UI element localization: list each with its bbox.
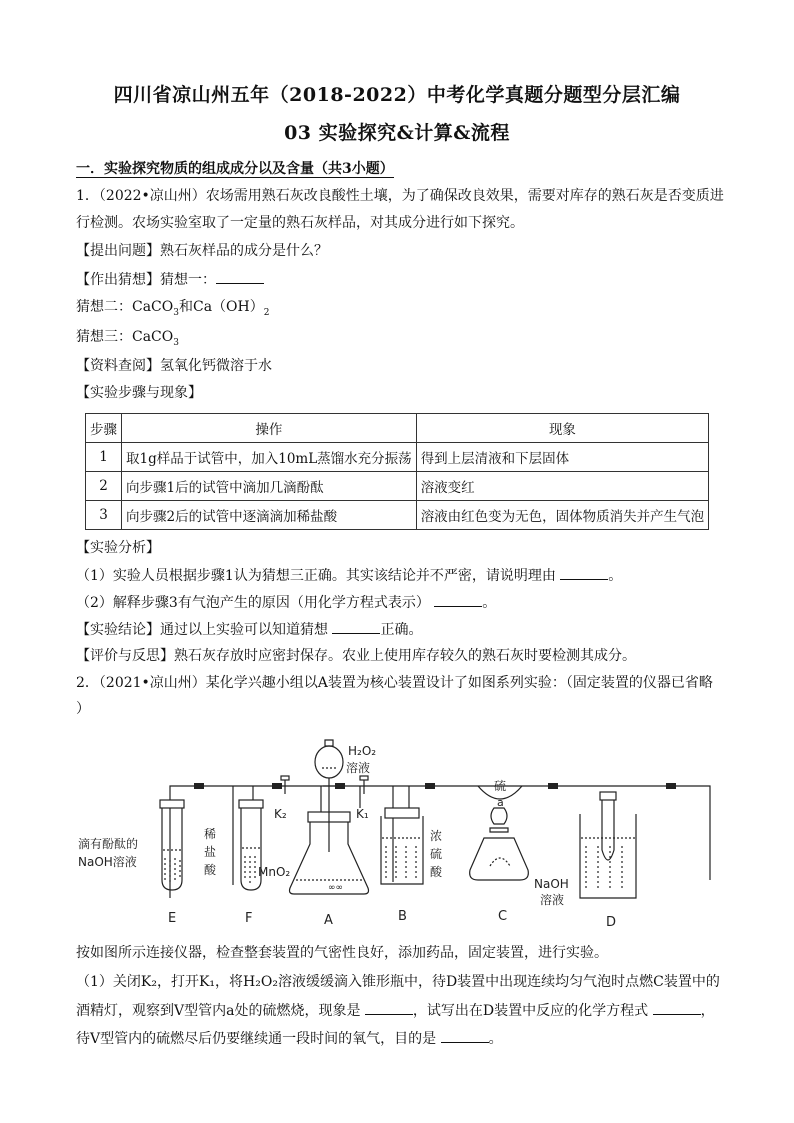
label-h2o2: H₂O₂ <box>348 744 377 758</box>
apparatus-label-c: C <box>498 909 508 924</box>
table-header: 操作 <box>122 414 417 443</box>
table-cell: 取1g样品于试管中，加入10mL蒸馏水充分振荡 <box>122 443 417 472</box>
table-cell: 得到上层清液和下层固体 <box>416 443 709 472</box>
q1-guess-heading: 【作出猜想】猜想一： <box>76 269 736 290</box>
answer-blank[interactable] <box>216 269 264 284</box>
answer-blank[interactable] <box>332 619 380 634</box>
table-cell: 溶液由红色变为无色，固体物质消失并产生气泡 <box>416 501 709 530</box>
table-row <box>86 472 709 501</box>
apparatus-label-a: A <box>324 913 333 928</box>
label-h2o2-solution: 溶液 <box>346 761 371 775</box>
label-b-acid-1: 浓 <box>430 829 443 843</box>
answer-blank[interactable] <box>653 1000 701 1015</box>
answer-blank[interactable] <box>560 565 608 580</box>
label-naoh: NaOH <box>534 877 569 891</box>
q1-analysis-1: （1）实验人员根据步骤1认为猜想三正确。其实该结论并不严密，请说明理由 。 <box>76 565 736 586</box>
q1-conclusion: 【实验结论】通过以上实验可以知道猜想 正确。 <box>76 619 736 640</box>
q2-part1-line2: 酒精灯，观察到V型管内a处的硫燃烧，现象是 ，试写出在D装置中反应的化学方程式 ， <box>76 1000 736 1021</box>
table-header-row <box>86 414 709 443</box>
q1-analysis-heading: 【实验分析】 <box>76 540 160 556</box>
label-k1: K₁ <box>356 807 369 821</box>
apparatus-label-d: D <box>606 915 617 930</box>
q2-setup-text: 按如图所示连接仪器，检查整套装置的气密性良好，添加药品，固定装置，进行实验。 <box>76 945 608 961</box>
clamp-k1[interactable] <box>360 776 368 794</box>
q2-intro-line2: ） <box>76 701 90 717</box>
table-cell: 向步骤1后的试管中滴加几滴酚酞 <box>122 472 417 501</box>
table-cell: 2 <box>86 472 122 501</box>
answer-blank[interactable] <box>434 592 482 607</box>
label-e-reagent-1: 滴有酚酞的 <box>78 837 139 851</box>
q1-intro-line2: 行检测。农场实验室取了一定量的熟石灰样品，对其成分进行如下探究。 <box>76 215 524 231</box>
q1-steps-heading: 【实验步骤与现象】 <box>76 385 202 401</box>
q2-part1-line1: （1）关闭K₂，打开K₁，将H₂O₂溶液缓缓滴入锥形瓶中，待D装置中出现连续均匀气泡时点燃C装置中的 <box>76 974 720 990</box>
label-b-acid-3: 酸 <box>430 865 443 879</box>
bottle-b <box>381 808 423 884</box>
apparatus-label-b: B <box>398 909 407 924</box>
label-e-reagent-2: NaOH溶液 <box>78 855 137 869</box>
q1-analysis-2: （2）解释步骤3有气泡产生的原因（用化学方程式表示） 。 <box>76 592 736 613</box>
table-cell: 1 <box>86 443 122 472</box>
apparatus-label-e: E <box>168 911 177 926</box>
clamp-k2[interactable] <box>281 776 289 794</box>
q1-guess3: 猜想三：CaCO$_3$ <box>76 329 179 348</box>
table-row <box>86 443 709 472</box>
table-header: 步骤 <box>86 414 122 443</box>
label-mno2: MnO₂ <box>258 865 291 879</box>
apparatus-label-f: F <box>245 911 253 926</box>
label-f-acid-1: 稀 <box>204 827 217 841</box>
q1-guess2: 猜想二：CaCO$_3$和$Ca(OH)_2$ <box>76 299 270 318</box>
page-title: 四川省凉山州五年（2018-2022）中考化学真题分题型分层汇编 <box>113 84 681 106</box>
q1-intro-line1: 1．（2022•凉山州）农场需用熟石灰改良酸性土壤，为了确保改良效果，需要对库存的熟石灰是否变质进 <box>76 188 724 204</box>
answer-blank[interactable] <box>365 1000 413 1015</box>
label-b-acid-2: 硫 <box>430 847 443 861</box>
table-cell: 3 <box>86 501 122 530</box>
apparatus-figure <box>70 720 730 932</box>
beaker-d <box>580 792 636 898</box>
label-naoh-solution: 溶液 <box>540 893 565 907</box>
q1-info: 【资料查阅】氢氧化钙微溶于水 <box>76 358 272 374</box>
alcohol-lamp-c <box>470 808 529 880</box>
table-cell: 溶液变红 <box>416 472 709 501</box>
q2-part1-line3: 待V型管内的硫燃尽后仍要继续通一段时间的氧气，目的是 。 <box>76 1028 736 1049</box>
experiment-table <box>85 413 709 530</box>
label-k2: K₂ <box>274 807 287 821</box>
table-row <box>86 501 709 530</box>
label-a: a <box>497 796 504 809</box>
q2-intro-line1: 2．（2021•凉山州）某化学兴趣小组以A装置为核心装置设计了如图系列实验：（固定装置的仪器已省略 <box>76 675 713 691</box>
label-sulfur: 硫 <box>494 779 507 793</box>
q1-question: 【提出问题】熟石灰样品的成分是什么？ <box>76 243 328 259</box>
svg-text:∞∞: ∞∞ <box>328 883 343 893</box>
table-cell: 向步骤2后的试管中逐滴滴加稀盐酸 <box>122 501 417 530</box>
page-subtitle: 03 实验探究&计算&流程 <box>284 122 510 144</box>
answer-blank[interactable] <box>441 1028 489 1043</box>
label-f-acid-3: 酸 <box>204 863 217 877</box>
test-tube-e <box>160 800 184 890</box>
label-f-acid-2: 盐 <box>204 845 217 859</box>
section-heading: 一．实验探究物质的组成成分以及含量（共3小题） <box>76 161 394 177</box>
table-header: 现象 <box>416 414 709 443</box>
separatory-funnel <box>315 740 343 852</box>
q1-reflection: 【评价与反思】熟石灰存放时应密封保存。农业上使用库存较久的熟石灰时要检测其成分。 <box>76 648 636 664</box>
